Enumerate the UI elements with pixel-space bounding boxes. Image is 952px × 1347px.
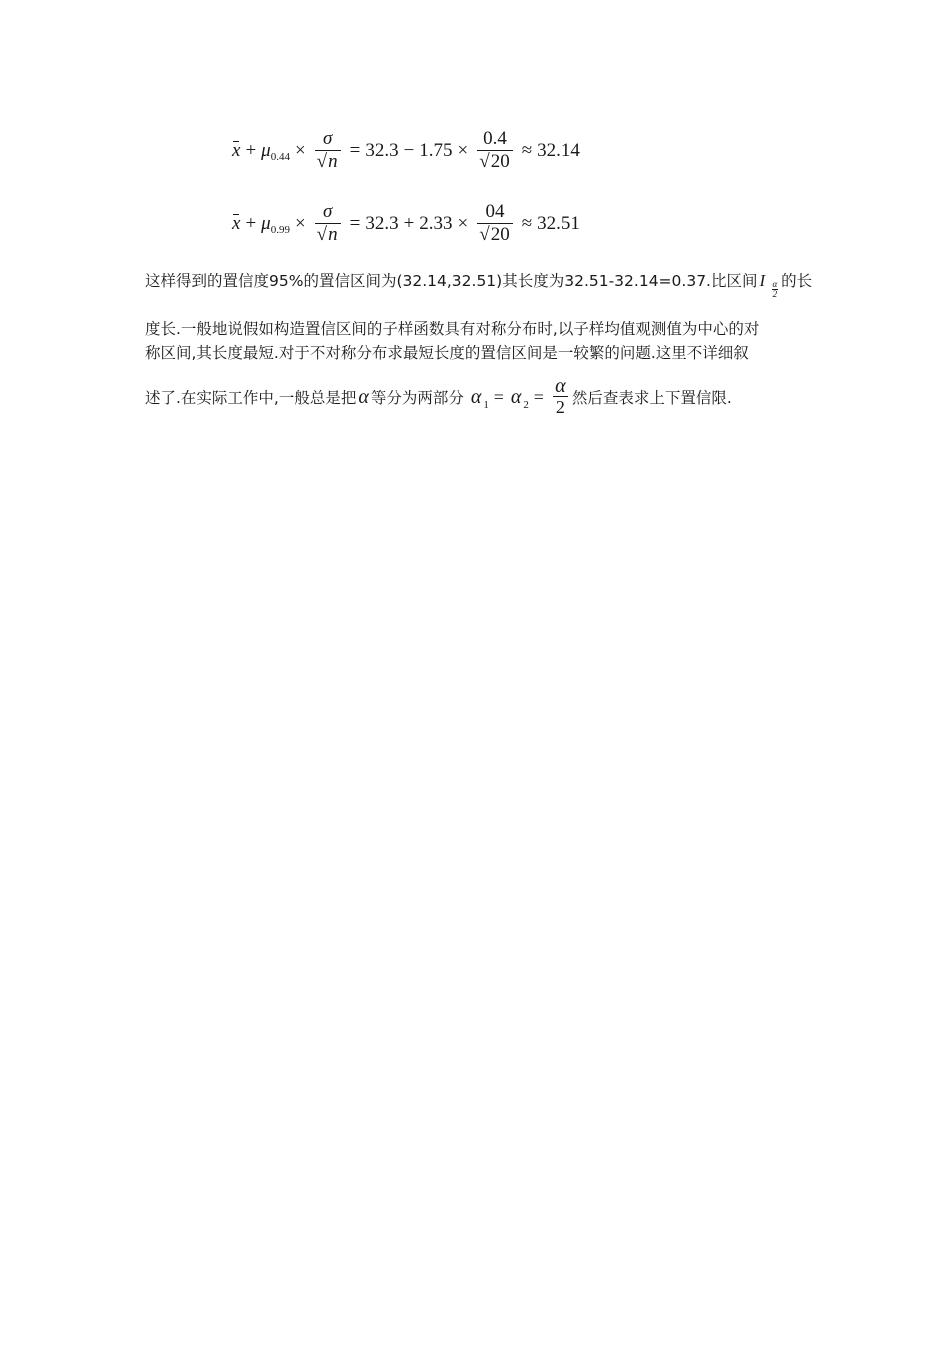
- sigma-symbol: σ: [322, 201, 333, 222]
- interval-I-symbol: [759, 270, 778, 299]
- n-symbol: n: [328, 224, 338, 245]
- n-symbol: n: [328, 151, 338, 172]
- fraction-2: 2: [553, 396, 568, 417]
- sigma-symbol: σ: [322, 128, 333, 149]
- minus-sign: −: [403, 139, 415, 161]
- alpha2-symbol: α: [510, 386, 522, 408]
- x-bar-symbol: x: [232, 139, 241, 161]
- equals-sign: =: [349, 139, 361, 161]
- sqrt-symbol-2: √: [479, 151, 490, 172]
- mu-symbol: μ: [261, 212, 271, 234]
- paragraph-line-2: 度长.一般地说假如构造置信区间的子样函数具有对称分布时,以子样均值观测值为中心的对: [145, 320, 760, 338]
- fraction-denominator: 20: [490, 151, 510, 172]
- alpha1-subscript: 1: [483, 399, 489, 411]
- line1-text: 这样得到的置信度95%的置信区间为(32.14,32.51)其长度为32.51-32.14=0.37.比区间: [145, 272, 758, 290]
- approx-sign: ≈: [521, 139, 533, 161]
- equals-sign-inline-2: =: [533, 387, 544, 407]
- sigma-over-sqrt-n: [315, 128, 341, 173]
- paragraph-line-3: 称区间,其长度最短.对于不对称分布求最短长度的置信区间是一较繁的问题.这里不详细叙: [145, 344, 749, 362]
- equals-sign: =: [349, 212, 361, 234]
- mu-subscript: 0.99: [270, 223, 290, 236]
- fraction-numerator: 0.4: [483, 128, 507, 149]
- quantile-value: 2.33: [419, 212, 453, 234]
- fraction-04-sqrt20: [477, 128, 512, 173]
- alpha1-symbol: α: [470, 386, 482, 408]
- x-bar-symbol: x: [232, 212, 241, 234]
- I-letter: I: [759, 271, 766, 290]
- alpha-symbol: α: [358, 386, 369, 408]
- equation-result: 32.14: [537, 139, 580, 161]
- sample-mean-value: 32.3: [365, 139, 399, 161]
- approx-sign: ≈: [521, 212, 533, 234]
- paragraph-line-4: [145, 375, 810, 419]
- line4-text-b: 等分为两部分: [370, 389, 464, 407]
- mu-symbol: μ: [261, 139, 271, 161]
- equation-upper-limit: [232, 201, 580, 246]
- alpha-over-2-subscript: [772, 280, 779, 299]
- times-sign: ×: [294, 212, 306, 234]
- sqrt-symbol: √: [316, 151, 328, 172]
- times-sign-2: ×: [457, 212, 469, 234]
- sqrt-symbol: √: [316, 224, 328, 245]
- subscript-alpha: α: [772, 279, 778, 289]
- times-sign: ×: [294, 139, 306, 161]
- subscript-2: 2: [772, 289, 778, 299]
- alpha2-subscript: 2: [523, 399, 529, 411]
- fraction-denominator: 20: [490, 224, 510, 245]
- sample-mean-value: 32.3: [365, 212, 399, 234]
- plus-sign: +: [245, 212, 257, 234]
- fraction-numerator: 04: [485, 201, 505, 222]
- equation-lower-limit: [232, 128, 580, 173]
- alpha-over-2-fraction: [553, 376, 568, 417]
- equation-result: 32.51: [537, 212, 580, 234]
- sqrt-symbol-2: √: [479, 224, 490, 245]
- plus-sign: +: [245, 139, 257, 161]
- line1-tail: 的长: [781, 272, 813, 290]
- quantile-value: 1.75: [419, 139, 453, 161]
- mu-subscript: 0.44: [270, 150, 290, 163]
- fraction-04-sqrt20: [477, 201, 512, 246]
- sigma-over-sqrt-n: [315, 201, 341, 246]
- line4-text-c: 然后查表求上下置信限.: [571, 389, 732, 407]
- paragraph-line-1: [145, 270, 813, 299]
- times-sign-2: ×: [457, 139, 469, 161]
- plus-sign-2: +: [403, 212, 415, 234]
- equals-sign-inline: =: [493, 387, 504, 407]
- fraction-alpha: α: [555, 375, 566, 397]
- line4-text-a: 述了.在实际工作中,一般总是把: [145, 389, 357, 407]
